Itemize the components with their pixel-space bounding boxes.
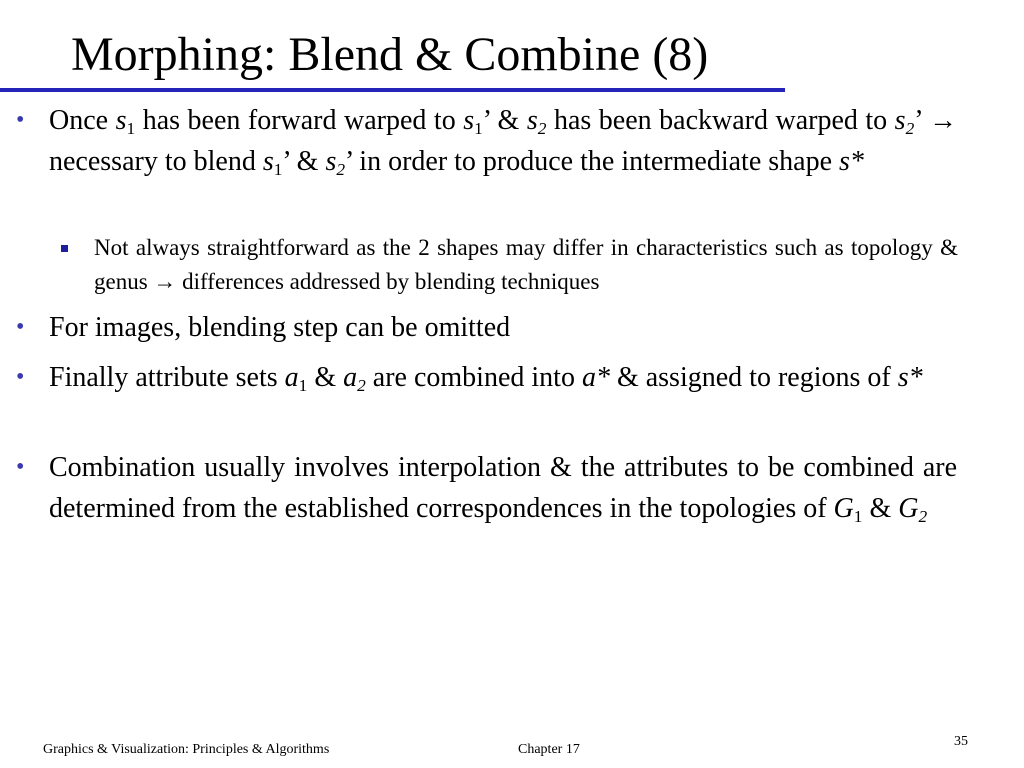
bullet-item: • Finally attribute sets $a_1$ & $a_2$ are combined into a* & assigned to regions of s*	[49, 357, 957, 398]
slide-title: Morphing: Blend & Combine (8)	[71, 28, 709, 81]
square-bullet-icon	[61, 245, 68, 252]
footer-book-title: Graphics & Visualization: Principles & Algorithms	[43, 742, 330, 757]
bullet-dot-icon: •	[16, 454, 25, 480]
footer-chapter: Chapter 17	[518, 742, 580, 757]
bullet-item: • For images, blending step can be omitted	[49, 307, 957, 348]
page-number: 35	[954, 734, 968, 749]
bullet-item: • Combination usually involves interpolation & the attributes to be combined are determined from the established correspondences in the topologies of $G_1$ & $G_2$	[49, 447, 957, 529]
right-arrow-icon: →	[929, 105, 958, 136]
bullet-item: • Once $s_1$ has been forward warped to $s_1$’ & $s_2$ has been backward warped to $s_2$’ → necessary to blend $s_1$’ & $s_2$’ in order to produce the intermediate shape s*	[49, 100, 957, 182]
sub-bullet-item: Not always straightforward as the 2 shapes may differ in characteristics such as topology & genus → differences addressed by blending techniques	[94, 231, 958, 299]
bullet-dot-icon: •	[16, 107, 25, 133]
bullet-dot-icon: •	[16, 364, 25, 390]
right-arrow-icon: →	[153, 269, 177, 294]
title-underline	[0, 88, 785, 92]
bullet-dot-icon: •	[16, 314, 25, 340]
